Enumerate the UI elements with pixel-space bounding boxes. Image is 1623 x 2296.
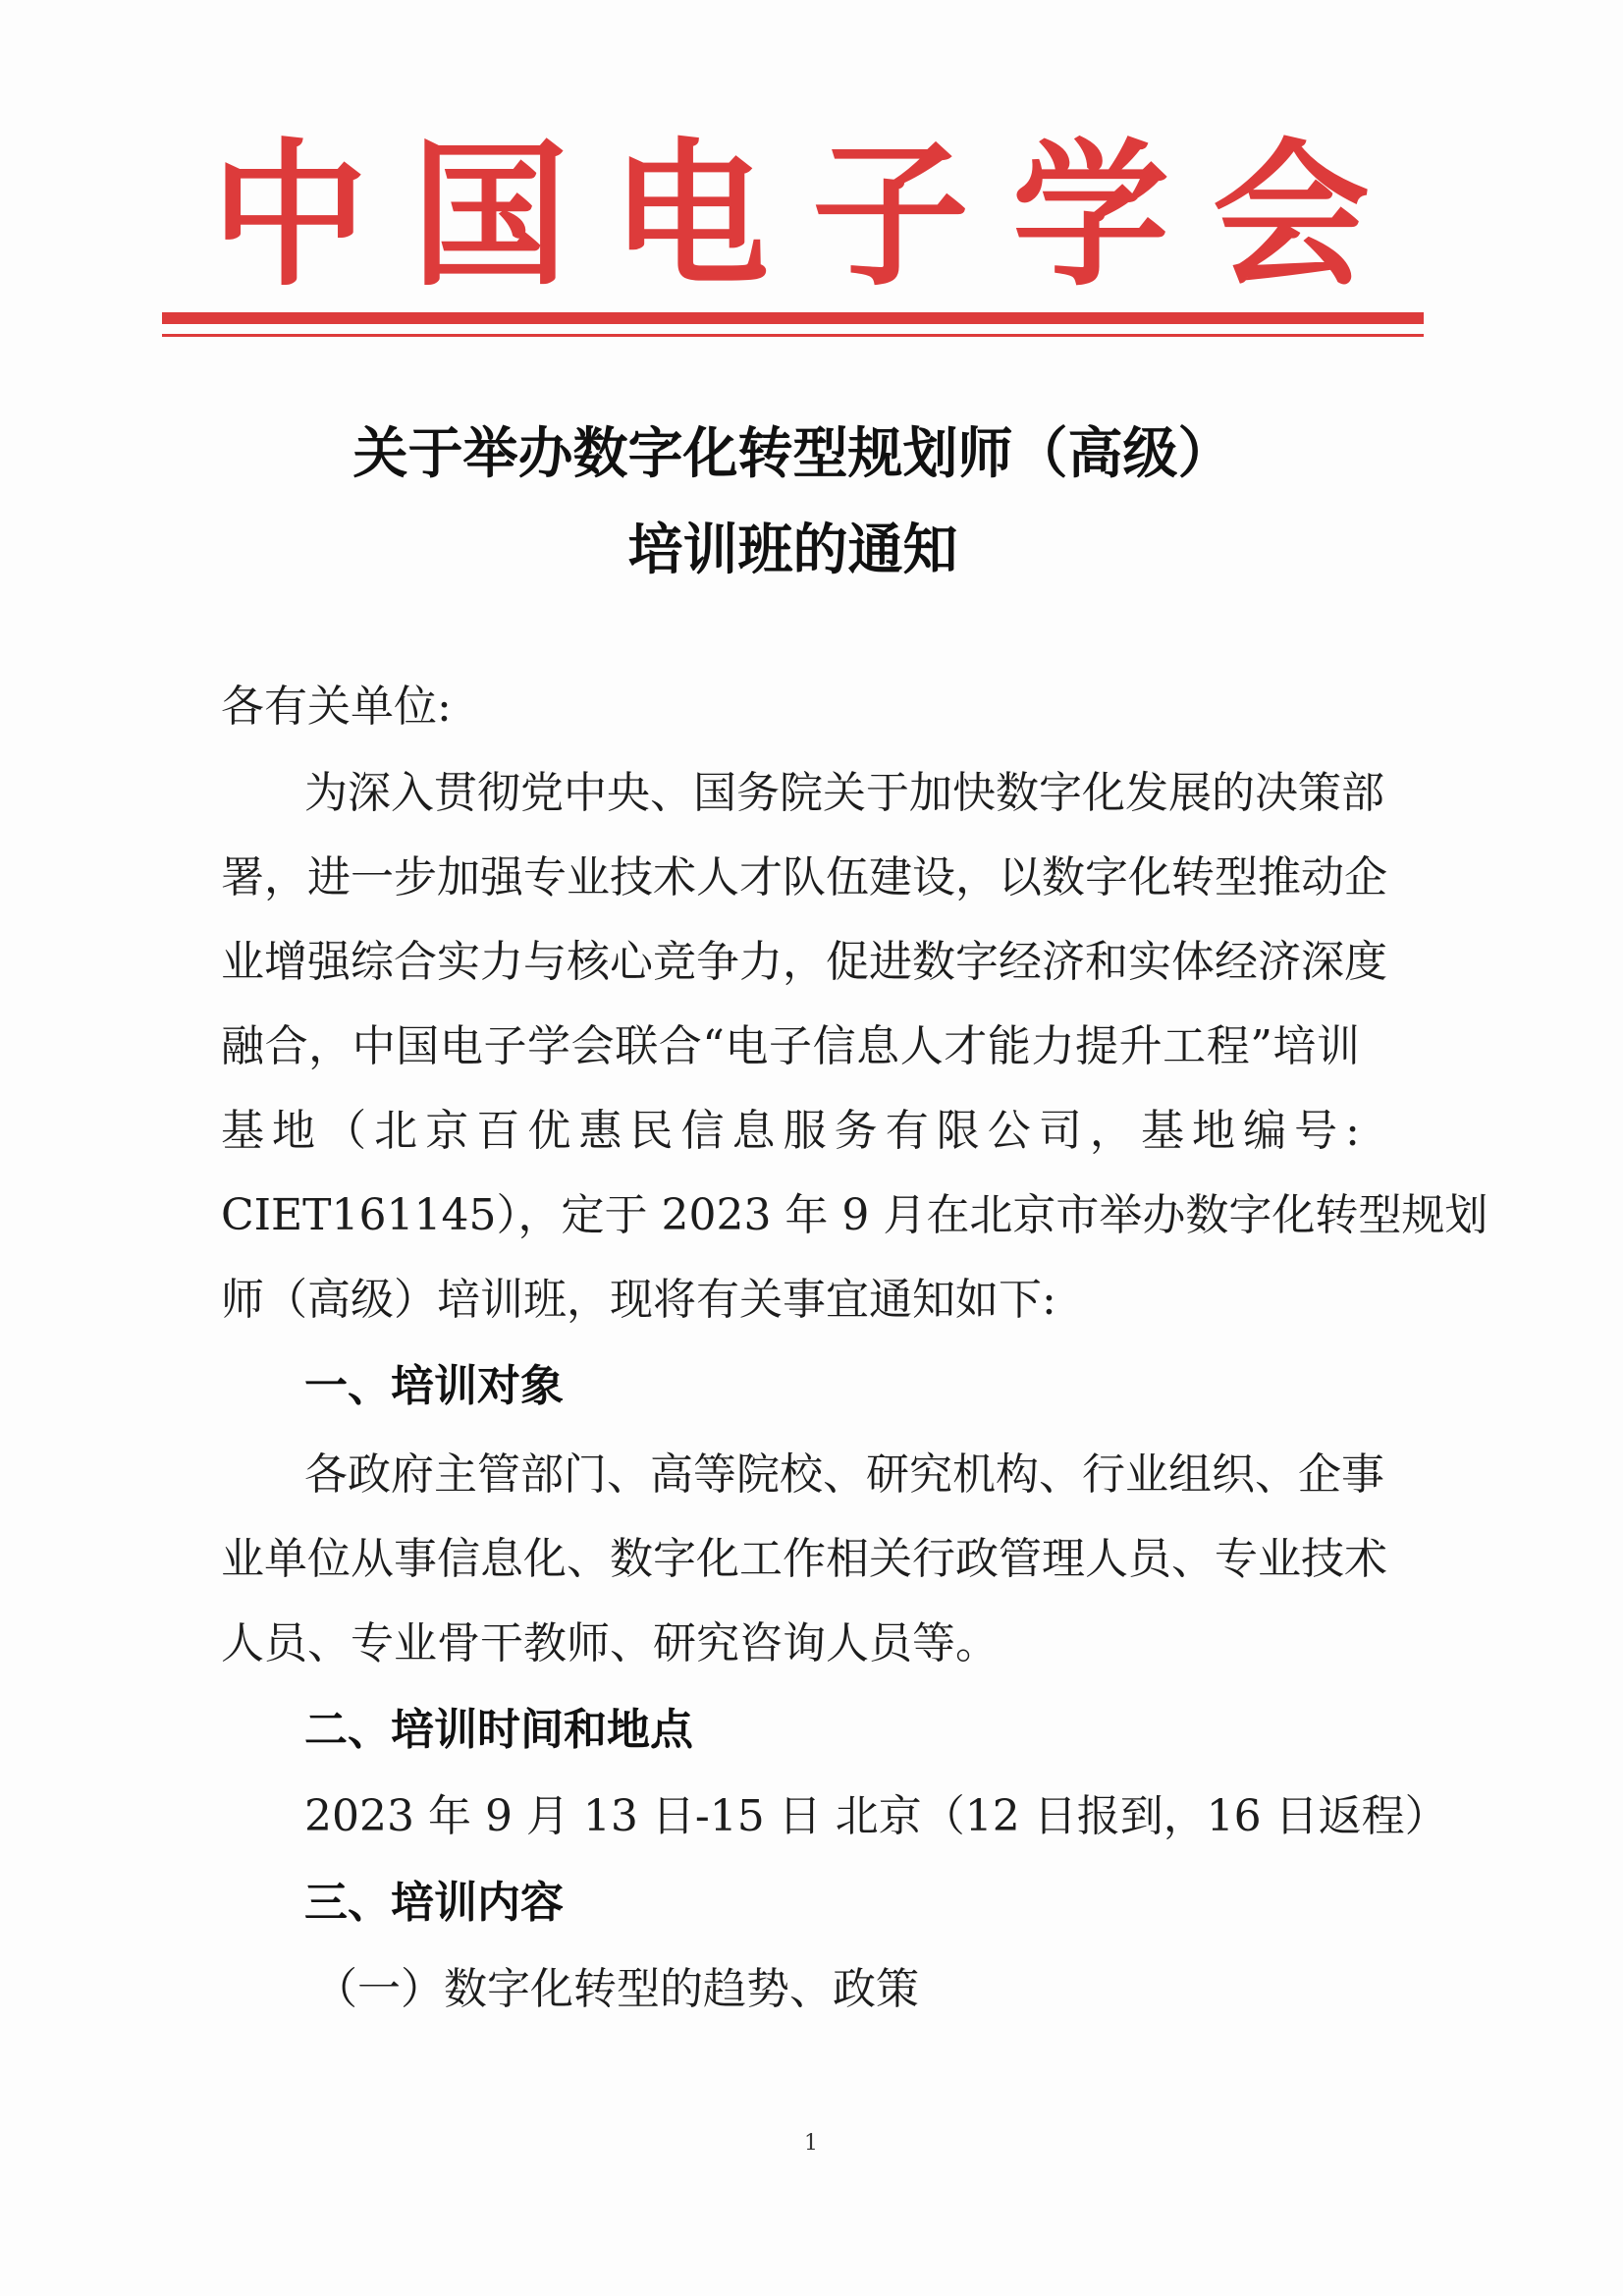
org-header-char: 国 [410, 124, 568, 307]
section-heading-training-content: 三、培训内容 [304, 1878, 564, 1928]
header-rule-thin [162, 334, 1424, 337]
intro-line: 业增强综合实力与核心竞争力，促进数字经济和实体经济深度 [221, 937, 1387, 987]
intro-line: 融合，中国电子学会联合“电子信息人才能力提升工程”培训 [221, 1021, 1360, 1071]
section1-line: 各政府主管部门、高等院校、研究机构、行业组织、企事 [304, 1449, 1384, 1500]
org-header-char: 会 [1212, 124, 1370, 307]
document-title-line-2: 培训班的通知 [627, 518, 958, 582]
intro-line: 署，进一步加强专业技术人才队伍建设，以数字化转型推动企 [221, 852, 1387, 902]
org-header-char: 电 [611, 124, 769, 307]
page-number: 1 [804, 2131, 818, 2156]
section-heading-training-target: 一、培训对象 [304, 1361, 564, 1411]
intro-line: 师（高级）培训班，现将有关事宜通知如下: [221, 1275, 1056, 1325]
section2-line: 2023 年 9 月 13 日-15 日 北京（12 日报到，16 日返程） [304, 1791, 1448, 1841]
section3-subheading: （一）数字化转型的趋势、政策 [314, 1964, 919, 2014]
section1-line: 人员、专业骨干教师、研究咨询人员等。 [221, 1618, 999, 1668]
org-header-char: 学 [1011, 124, 1169, 307]
intro-line: 为深入贯彻党中央、国务院关于加快数字化发展的决策部 [304, 768, 1384, 818]
intro-line: 基地（北京百优惠民信息服务有限公司，基地编号: [221, 1106, 1360, 1156]
section1-line: 业单位从事信息化、数字化工作相关行政管理人员、专业技术 [221, 1534, 1387, 1584]
section-heading-time-location: 二、培训时间和地点 [304, 1705, 693, 1755]
org-header-char: 中 [211, 124, 369, 307]
intro-line: CIET161145），定于 2023 年 9 月在北京市举办数字化转型规划 [221, 1190, 1488, 1240]
document-title-line-1: 关于举办数字化转型规划师（高级） [352, 421, 1233, 486]
org-header-char: 子 [811, 124, 969, 307]
salutation: 各有关单位: [221, 682, 452, 732]
header-rule-thick [162, 312, 1424, 324]
org-header [211, 124, 1370, 307]
